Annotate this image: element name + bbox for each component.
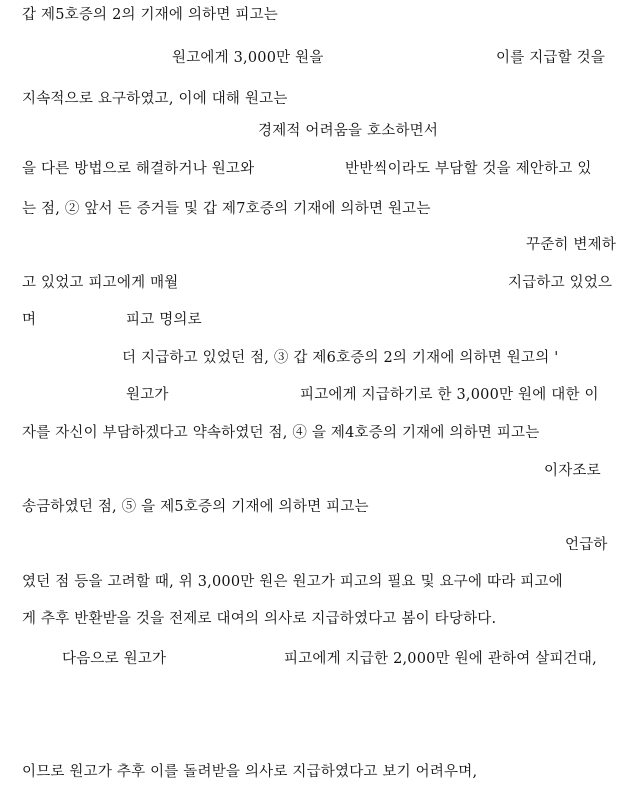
text-line: 게 추후 반환받을 것을 전제로 대여의 의사로 지급하였다고 봄이 타당하다.	[22, 611, 497, 627]
text-line: 을 다른 방법으로 해결하거나 원고와	[22, 161, 255, 177]
text-line: 피고에게 지급하기로 한 3,000만 원에 대한 이	[300, 387, 599, 403]
text-line: 는 점, ② 앞서 든 증거들 및 갑 제7호증의 기재에 의하면 원고는	[22, 201, 431, 217]
text-line: 였던 점 등을 고려할 때, 위 3,000만 원은 원고가 피고의 필요 및 요구에 따라 피고에	[22, 574, 563, 590]
text-line: 언급하	[565, 537, 608, 553]
text-line: 반반씩이라도 부담할 것을 제안하고 있	[345, 161, 592, 177]
text-line: 갑 제5호증의 2의 기재에 의하면 피고는	[22, 7, 278, 23]
text-line: 원고에게 3,000만 원을	[172, 50, 324, 66]
text-line: 꾸준히 변제하	[526, 237, 617, 253]
text-line: 이자조로	[544, 463, 601, 479]
text-line: 며	[22, 312, 37, 328]
text-line: 경제적 어려움을 호소하면서	[258, 123, 439, 139]
text-line: 지급하고 있었으	[508, 275, 613, 291]
text-line: 이를 지급할 것을	[496, 50, 606, 66]
text-line: 피고 명의로	[126, 312, 202, 328]
text-line: 고 있었고 피고에게 매월	[22, 275, 179, 291]
text-line: 송금하였던 점, ⑤ 을 제5호증의 기재에 의하면 피고는	[22, 499, 369, 515]
text-line: 지속적으로 요구하였고, 이에 대해 원고는	[22, 91, 288, 107]
text-line: 피고에게 지급한 2,000만 원에 관하여 살피건대,	[284, 651, 597, 667]
text-line: 자를 자신이 부담하겠다고 약속하였던 점, ④ 을 제4호증의 기재에 의하면 피고는	[22, 425, 540, 441]
text-line: 원고가	[126, 387, 169, 403]
text-line: 더 지급하고 있었던 점, ③ 갑 제6호증의 2의 기재에 의하면 원고의 '	[122, 350, 559, 366]
text-line: 다음으로 원고가	[62, 651, 167, 667]
text-line: 이므로 원고가 추후 이를 돌려받을 의사로 지급하였다고 보기 어려우며,	[22, 764, 478, 780]
